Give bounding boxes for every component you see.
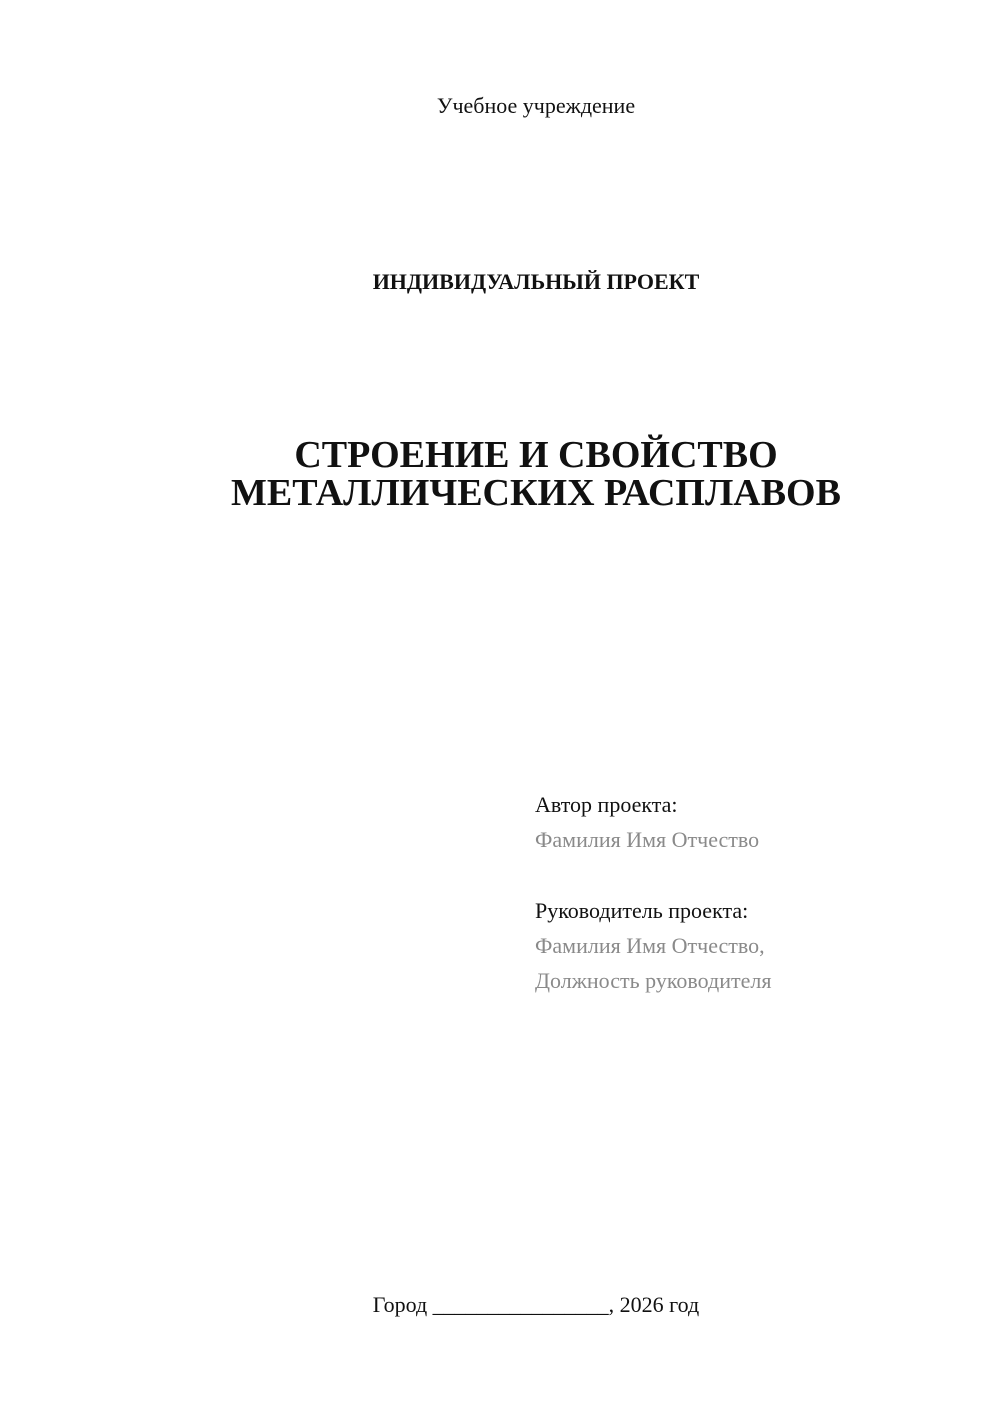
city-label: Город [372, 1292, 428, 1317]
city-year-line [0, 1290, 1000, 1320]
author-name: Фамилия Имя Отчество [535, 827, 760, 852]
supervisor-position: Должность руководителя [535, 968, 772, 993]
project-title-line-2: МЕТАЛЛИЧЕСКИХ РАСПЛАВОВ [231, 472, 841, 514]
institution-name: Учебное учреждение [436, 93, 636, 118]
city-blank: ________________ [432, 1292, 609, 1317]
supervisor-label: Руководитель проекта: [535, 898, 749, 923]
author-label: Автор проекта: [535, 792, 678, 817]
project-title [0, 436, 1000, 512]
project-type-heading: ИНДИВИДУАЛЬНЫЙ ПРОЕКТ [372, 269, 700, 294]
year-text: , 2026 год [608, 1292, 700, 1317]
project-title-line-1: СТРОЕНИЕ И СВОЙСТВО [294, 434, 778, 476]
author-block [535, 787, 975, 857]
supervisor-name: Фамилия Имя Отчество, [535, 933, 765, 958]
supervisor-block [535, 893, 975, 998]
